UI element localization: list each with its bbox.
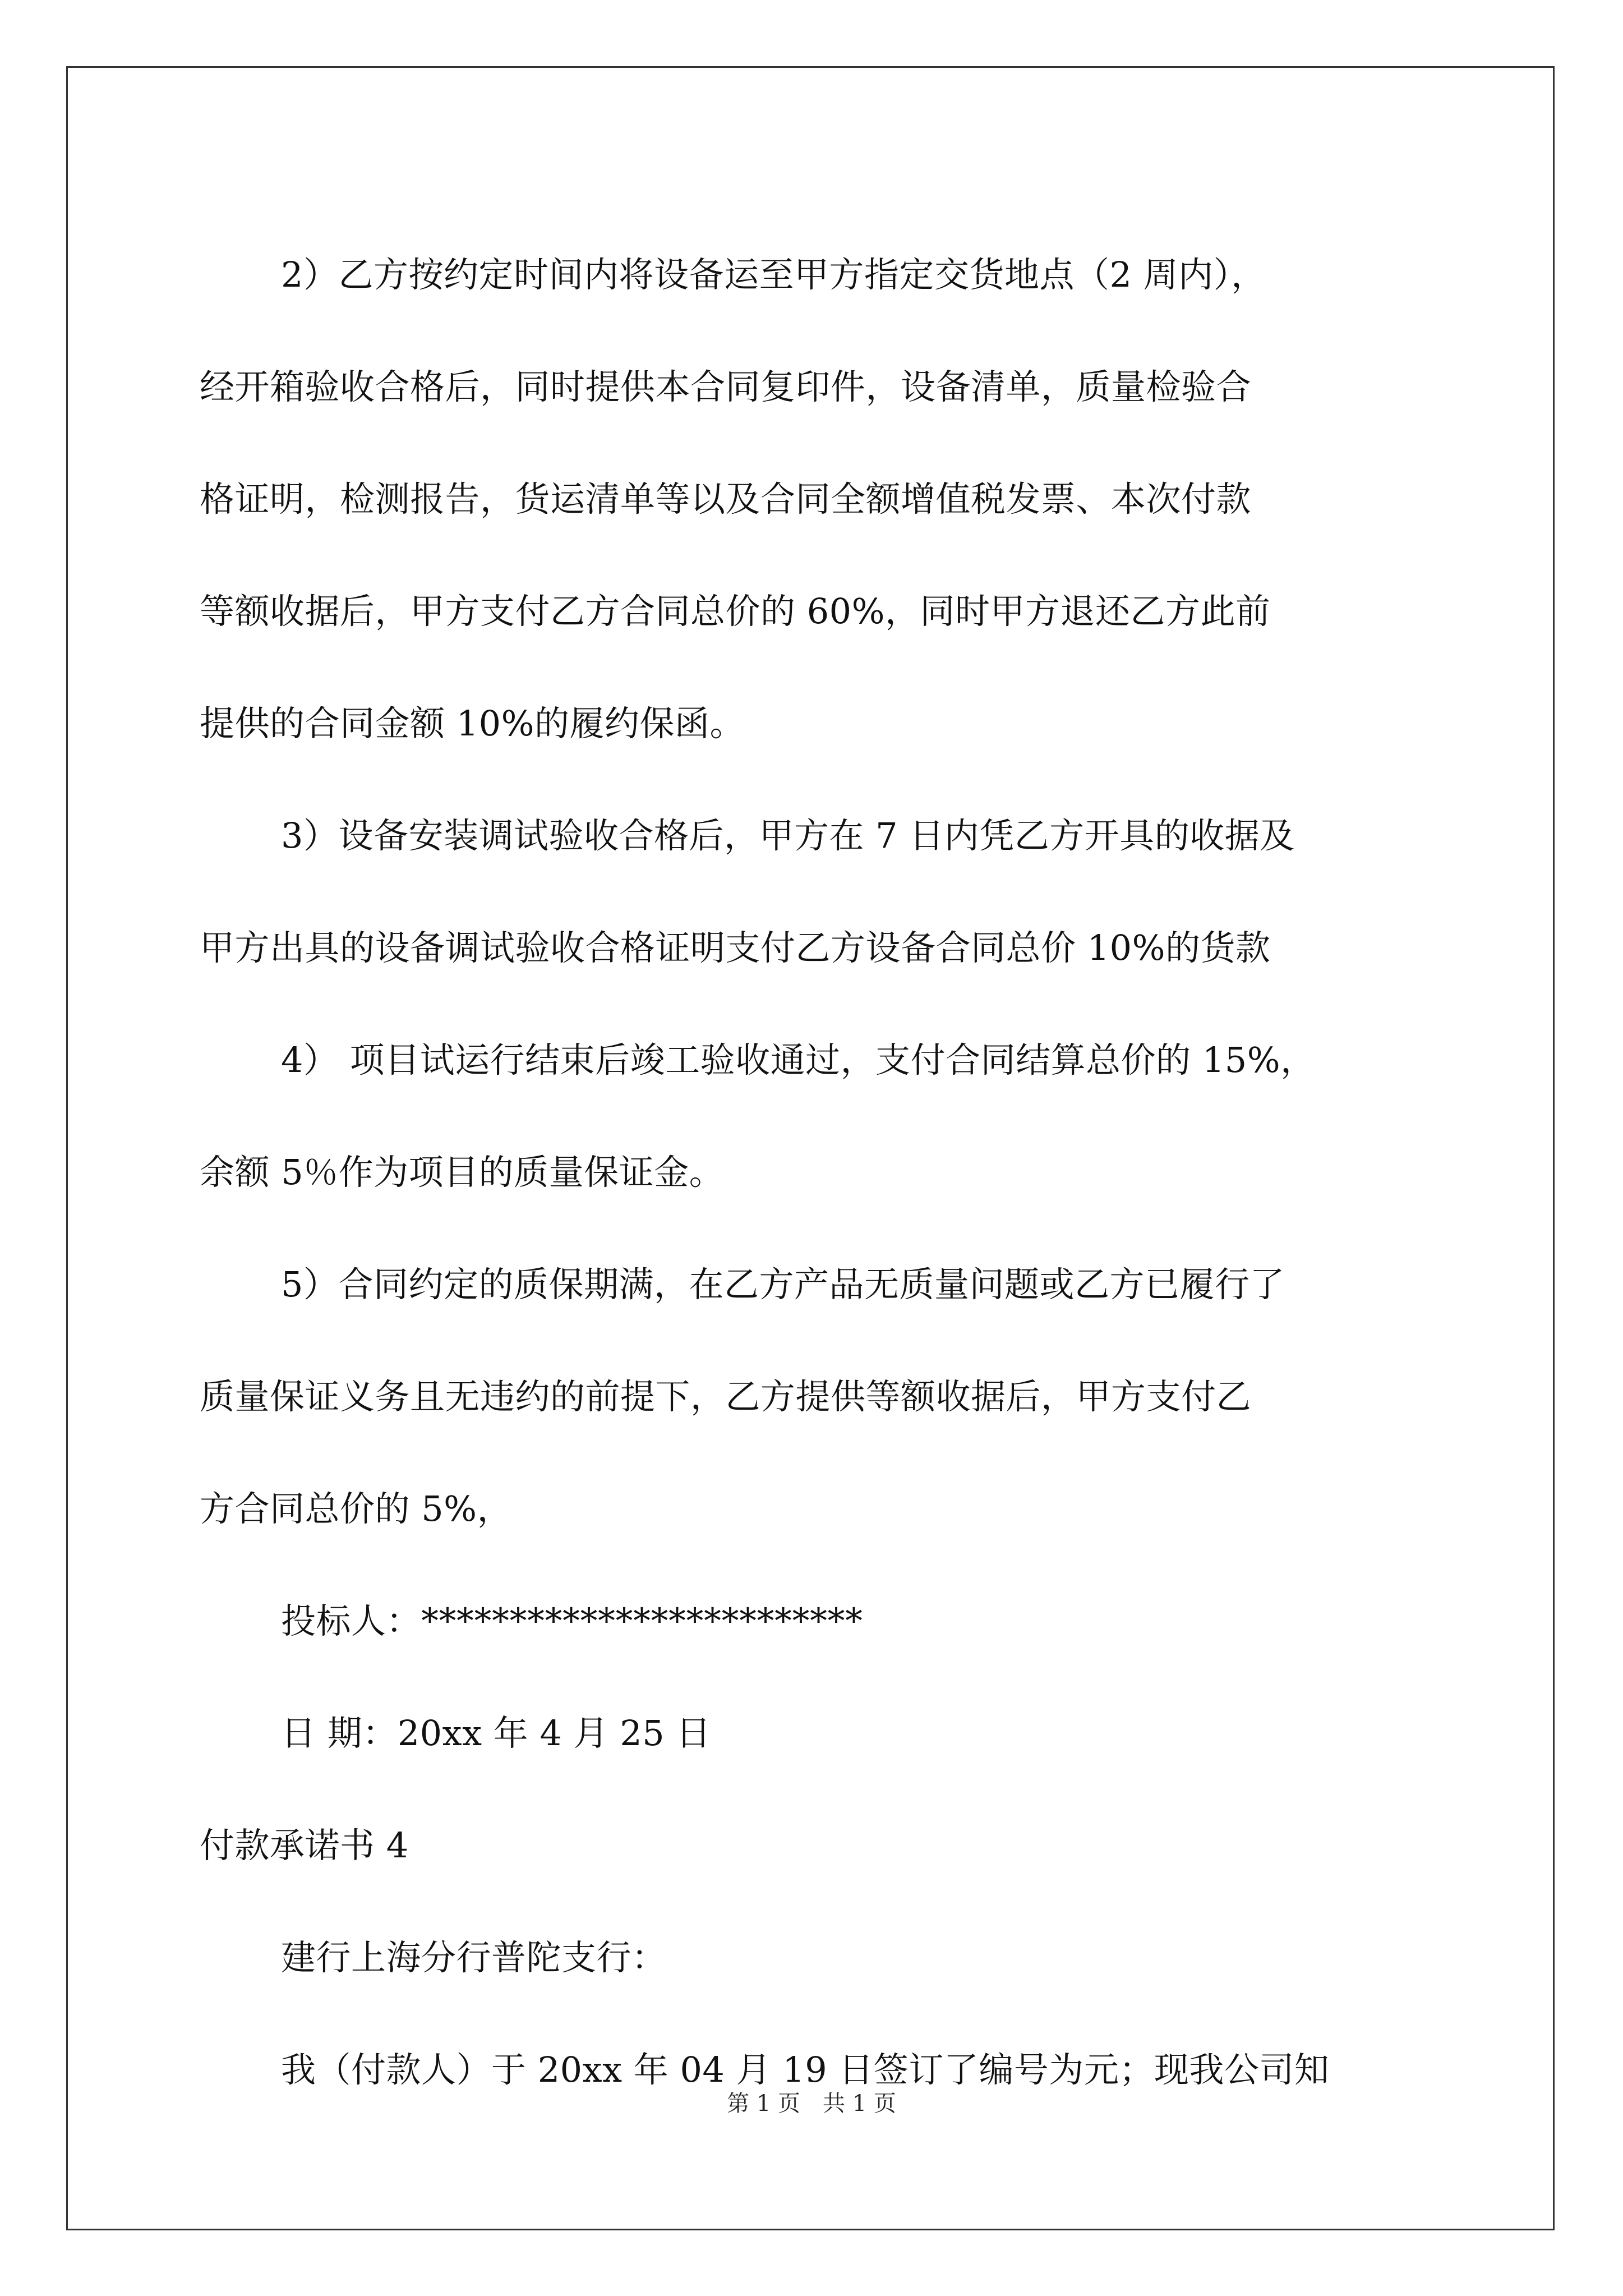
date-line: 日 期：20xx 年 4 月 25 日 xyxy=(281,1713,711,1754)
addressee-line: 建行上海分行普陀支行： xyxy=(281,1937,667,1978)
paragraph-line: 3）设备安装调试验收合格后，甲方在 7 日内凭乙方开具的收据及 xyxy=(281,815,1295,856)
paragraph-line: 经开箱验收合格后，同时提供本合同复印件，设备清单，质量检验合 xyxy=(200,366,1252,407)
paragraph-line: 4） 项目试运行结束后竣工验收通过，支付合同结算总价的 15%， xyxy=(281,1039,1316,1080)
paragraph-line: 甲方出具的设备调试验收合格证明支付乙方设备合同总价 10%的货款 xyxy=(200,927,1271,968)
bidder-line: 投标人：************************* xyxy=(281,1600,863,1641)
paragraph-line: 我（付款人）于 20xx 年 04 月 19 日签订了编号为元；现我公司知 xyxy=(281,2049,1330,2090)
paragraph-line: 余额 5％作为项目的质量保证金。 xyxy=(200,1152,725,1193)
page-footer: 第 1 页 共 1 页 xyxy=(727,2091,896,2116)
paragraph-line: 方合同总价的 5%， xyxy=(200,1488,513,1529)
paragraph-line: 5）合同约定的质保期满，在乙方产品无质量问题或乙方已履行了 xyxy=(281,1264,1285,1305)
paragraph-line: 格证明，检测报告，货运清单等以及合同全额增值税发票、本次付款 xyxy=(200,478,1252,519)
paragraph-line: 等额收据后，甲方支付乙方合同总价的 60%，同时甲方退还乙方此前 xyxy=(200,591,1271,632)
paragraph-line: 提供的合同金额 10%的履约保函。 xyxy=(200,703,745,744)
paragraph-line: 质量保证义务且无违约的前提下，乙方提供等额收据后，甲方支付乙 xyxy=(200,1376,1252,1417)
document-body xyxy=(200,219,1445,2126)
section-heading: 付款承诺书 4 xyxy=(200,1825,409,1866)
paragraph-line: 2）乙方按约定时间内将设备运至甲方指定交货地点（2 周内）， xyxy=(281,254,1266,295)
